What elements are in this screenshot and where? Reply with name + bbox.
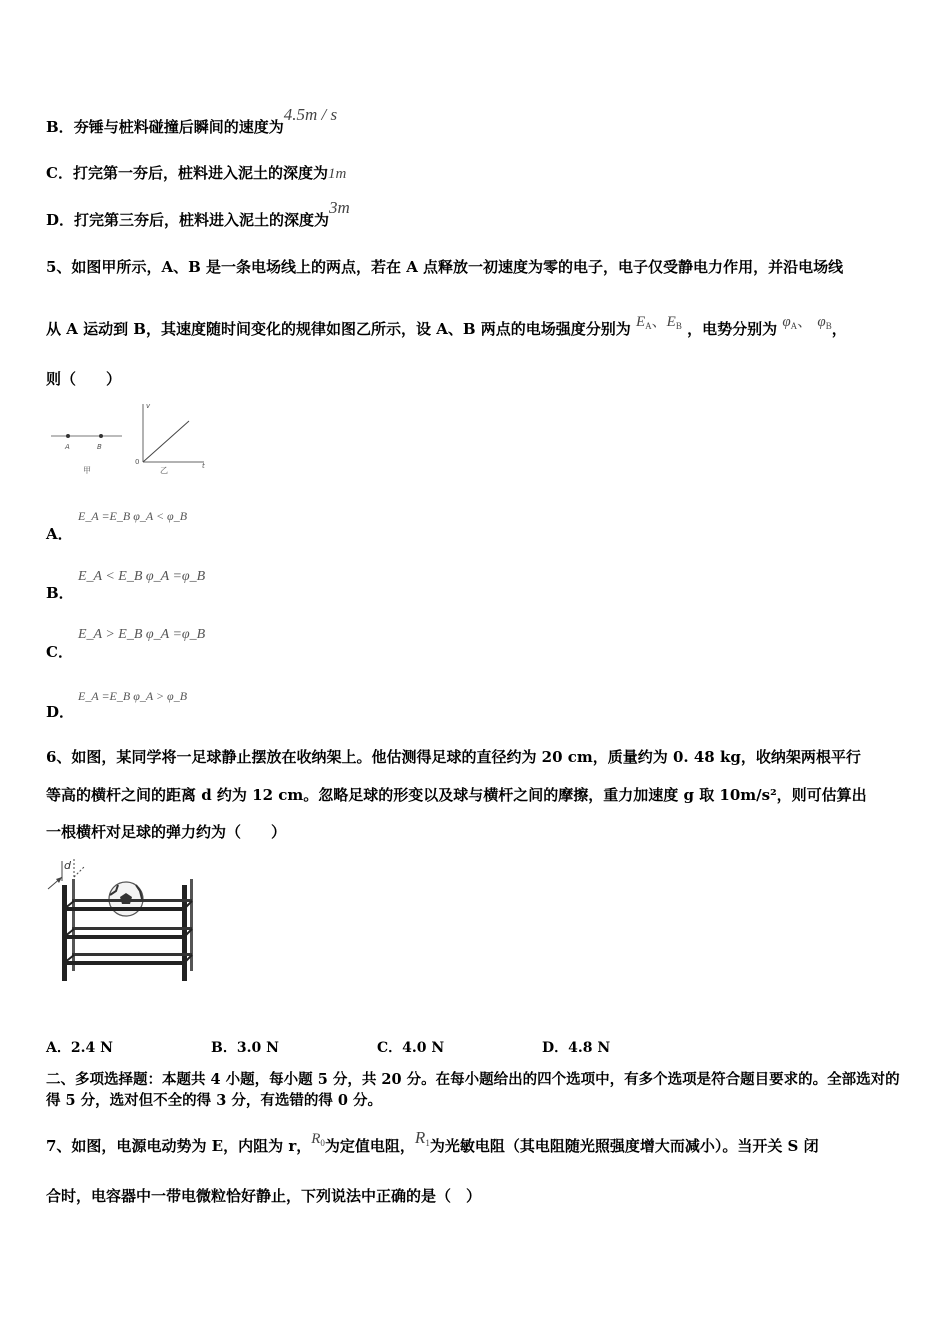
point-a-dot [66, 434, 70, 438]
point-b-label: B [97, 443, 102, 451]
d-dashed-guide [74, 867, 84, 877]
q4-option-d [46, 198, 350, 230]
q4-option-c-label: C． [46, 164, 73, 182]
q7-stem-c: 为光敏电阻（其电阻随光照强度增大而减小）。当开关 S 闭 [429, 1137, 819, 1155]
q5-eb-symbol: E [666, 314, 676, 330]
q5-phib-symbol: φ [817, 314, 826, 330]
t-axis-label: t [202, 462, 205, 470]
figure-jia-caption: 甲 [83, 466, 91, 475]
q5-phia [782, 314, 797, 330]
d-arrow-head [56, 877, 62, 883]
q5-stem-line2-a: 从 A 运动到 B，其速度随时间变化的规律如图乙所示，设 A、B 两点的电场强度分别为 [46, 320, 631, 338]
q6-choice-b-value: 3.0 N [236, 1040, 279, 1056]
v-axis-label: v [146, 402, 151, 410]
q5-option-a-label: A． [46, 525, 73, 543]
q7-stem-a: 7、如图，电源电动势为 E，内阻为 r， [46, 1137, 312, 1155]
q6-stem-line1: 6、如图，某同学将一足球静止摆放在收纳架上。他估测得足球的直径约为 20 cm，质量约为 0. 48 kg，收纳架两根平行 [46, 748, 861, 766]
q6-choice-c-value: 4.0 N [402, 1040, 445, 1056]
q7-r0-sub: 0 [320, 1138, 325, 1148]
q5-ea-sub: A [645, 321, 652, 331]
q5-stem-line1: 5、如图甲所示，A、B 是一条电场线上的两点，若在 A 点释放一初速度为零的电子，电子仅受静电力作用，并沿电场线 [46, 258, 844, 276]
q6-choice-a [46, 1037, 113, 1057]
q7-stem-line2: 合时，电容器中一带电微粒恰好静止，下列说法中正确的是（ ） [46, 1187, 482, 1205]
q4-option-b-math: 4.5m / s [283, 105, 338, 124]
figure-yi-caption: 乙 [160, 466, 168, 475]
velocity-line [143, 421, 189, 462]
q5-option-b-formula: E_A < E_B φ_A =φ_B [78, 569, 206, 584]
q5-phia-symbol: φ [782, 314, 791, 330]
q5-phib [817, 314, 831, 330]
q5-eb-sub: B [675, 321, 682, 331]
section2-instructions: 二、多项选择题：本题共 4 小题，每小题 5 分，共 20 分。在每小题给出的四个选项中，有多个选项是符合题目要求的。全部选对的得 5 分，选对但不全的得 3 分，有选错的得 0 分。 [46, 1071, 900, 1109]
d-label: d [64, 859, 71, 872]
q6-choice-d [542, 1037, 610, 1057]
q5-phia-sub: A [790, 321, 798, 331]
q4-option-b-label: B． [46, 118, 74, 136]
q4-option-d-label: D． [46, 211, 75, 229]
q5-sep1: 、 [651, 312, 667, 330]
q5-ea [636, 314, 652, 330]
q4-option-d-math: 3m [329, 198, 350, 217]
q7-r0-symbol: R [311, 1131, 321, 1147]
point-a-label: A [65, 443, 70, 451]
origin-label: 0 [135, 458, 140, 466]
q4-option-c-math: 1m [327, 166, 347, 182]
q7-r0 [311, 1131, 325, 1147]
rack-shelf-middle [64, 927, 192, 939]
q5-option-a-formula: E_A =E_B φ_A < φ_B [78, 509, 188, 523]
q5-eb [667, 314, 682, 330]
q4-option-c-text: 打完第一夯后，桩料进入泥土的深度为 [72, 164, 328, 182]
q6-choice-d-label: D． [542, 1040, 569, 1056]
q6-choice-a-value: 2.4 N [70, 1040, 113, 1056]
q7-r1 [415, 1128, 430, 1147]
q5-stem-line2-b: ，电势分别为 [687, 320, 778, 338]
q5-sep2: 、 [797, 312, 813, 330]
rack-shelf-bottom [64, 953, 192, 965]
q5-option-d-formula: E_A =E_B φ_A > φ_B [78, 689, 188, 703]
q5-phib-sub: B [825, 321, 832, 331]
q6-stem-line2: 等高的横杆之间的距离 d 约为 12 cm。忽略足球的形变以及球与横杆之间的摩擦，重力加速度 g 取 10m/s²，则可估算出 [46, 786, 867, 804]
q6-choice-d-value: 4.8 N [568, 1040, 611, 1056]
q6-figure [44, 855, 204, 985]
q5-stem-line3: 则（ ） [46, 370, 122, 388]
q7-stem-line1 [46, 1128, 819, 1156]
point-b-dot [99, 434, 103, 438]
q5-line2-end: ， [831, 320, 847, 338]
q4-option-c [46, 162, 346, 183]
q4-option-b [46, 105, 338, 137]
q5-option-b-label: B． [46, 584, 74, 602]
q4-option-d-text: 打完第三夯后，桩料进入泥土的深度为 [74, 211, 330, 229]
q5-stem-line2 [46, 312, 847, 339]
q5-option-c-formula: E_A > E_B φ_A =φ_B [78, 627, 206, 642]
q5-ea-symbol: E [635, 314, 646, 330]
q5-option-d-label: D． [46, 703, 75, 721]
q7-stem-b: 为定值电阻， [324, 1137, 415, 1155]
q7-r1-sub: 1 [425, 1138, 430, 1148]
q6-choice-c-label: C． [377, 1040, 403, 1056]
q7-r1-symbol: R [414, 1128, 426, 1147]
q6-choice-c [377, 1037, 444, 1057]
q6-choice-a-label: A． [46, 1040, 71, 1056]
q5-option-c-label: C． [46, 643, 73, 661]
q6-choice-b [211, 1037, 279, 1057]
q6-stem-line3: 一根横杆对足球的弹力约为（ ） [46, 823, 287, 841]
q4-option-b-text: 夯锤与桩料碰撞后瞬间的速度为 [73, 118, 284, 136]
rack-post-left-front [62, 885, 67, 981]
q6-choice-b-label: B． [211, 1040, 237, 1056]
q5-figure [46, 396, 226, 482]
